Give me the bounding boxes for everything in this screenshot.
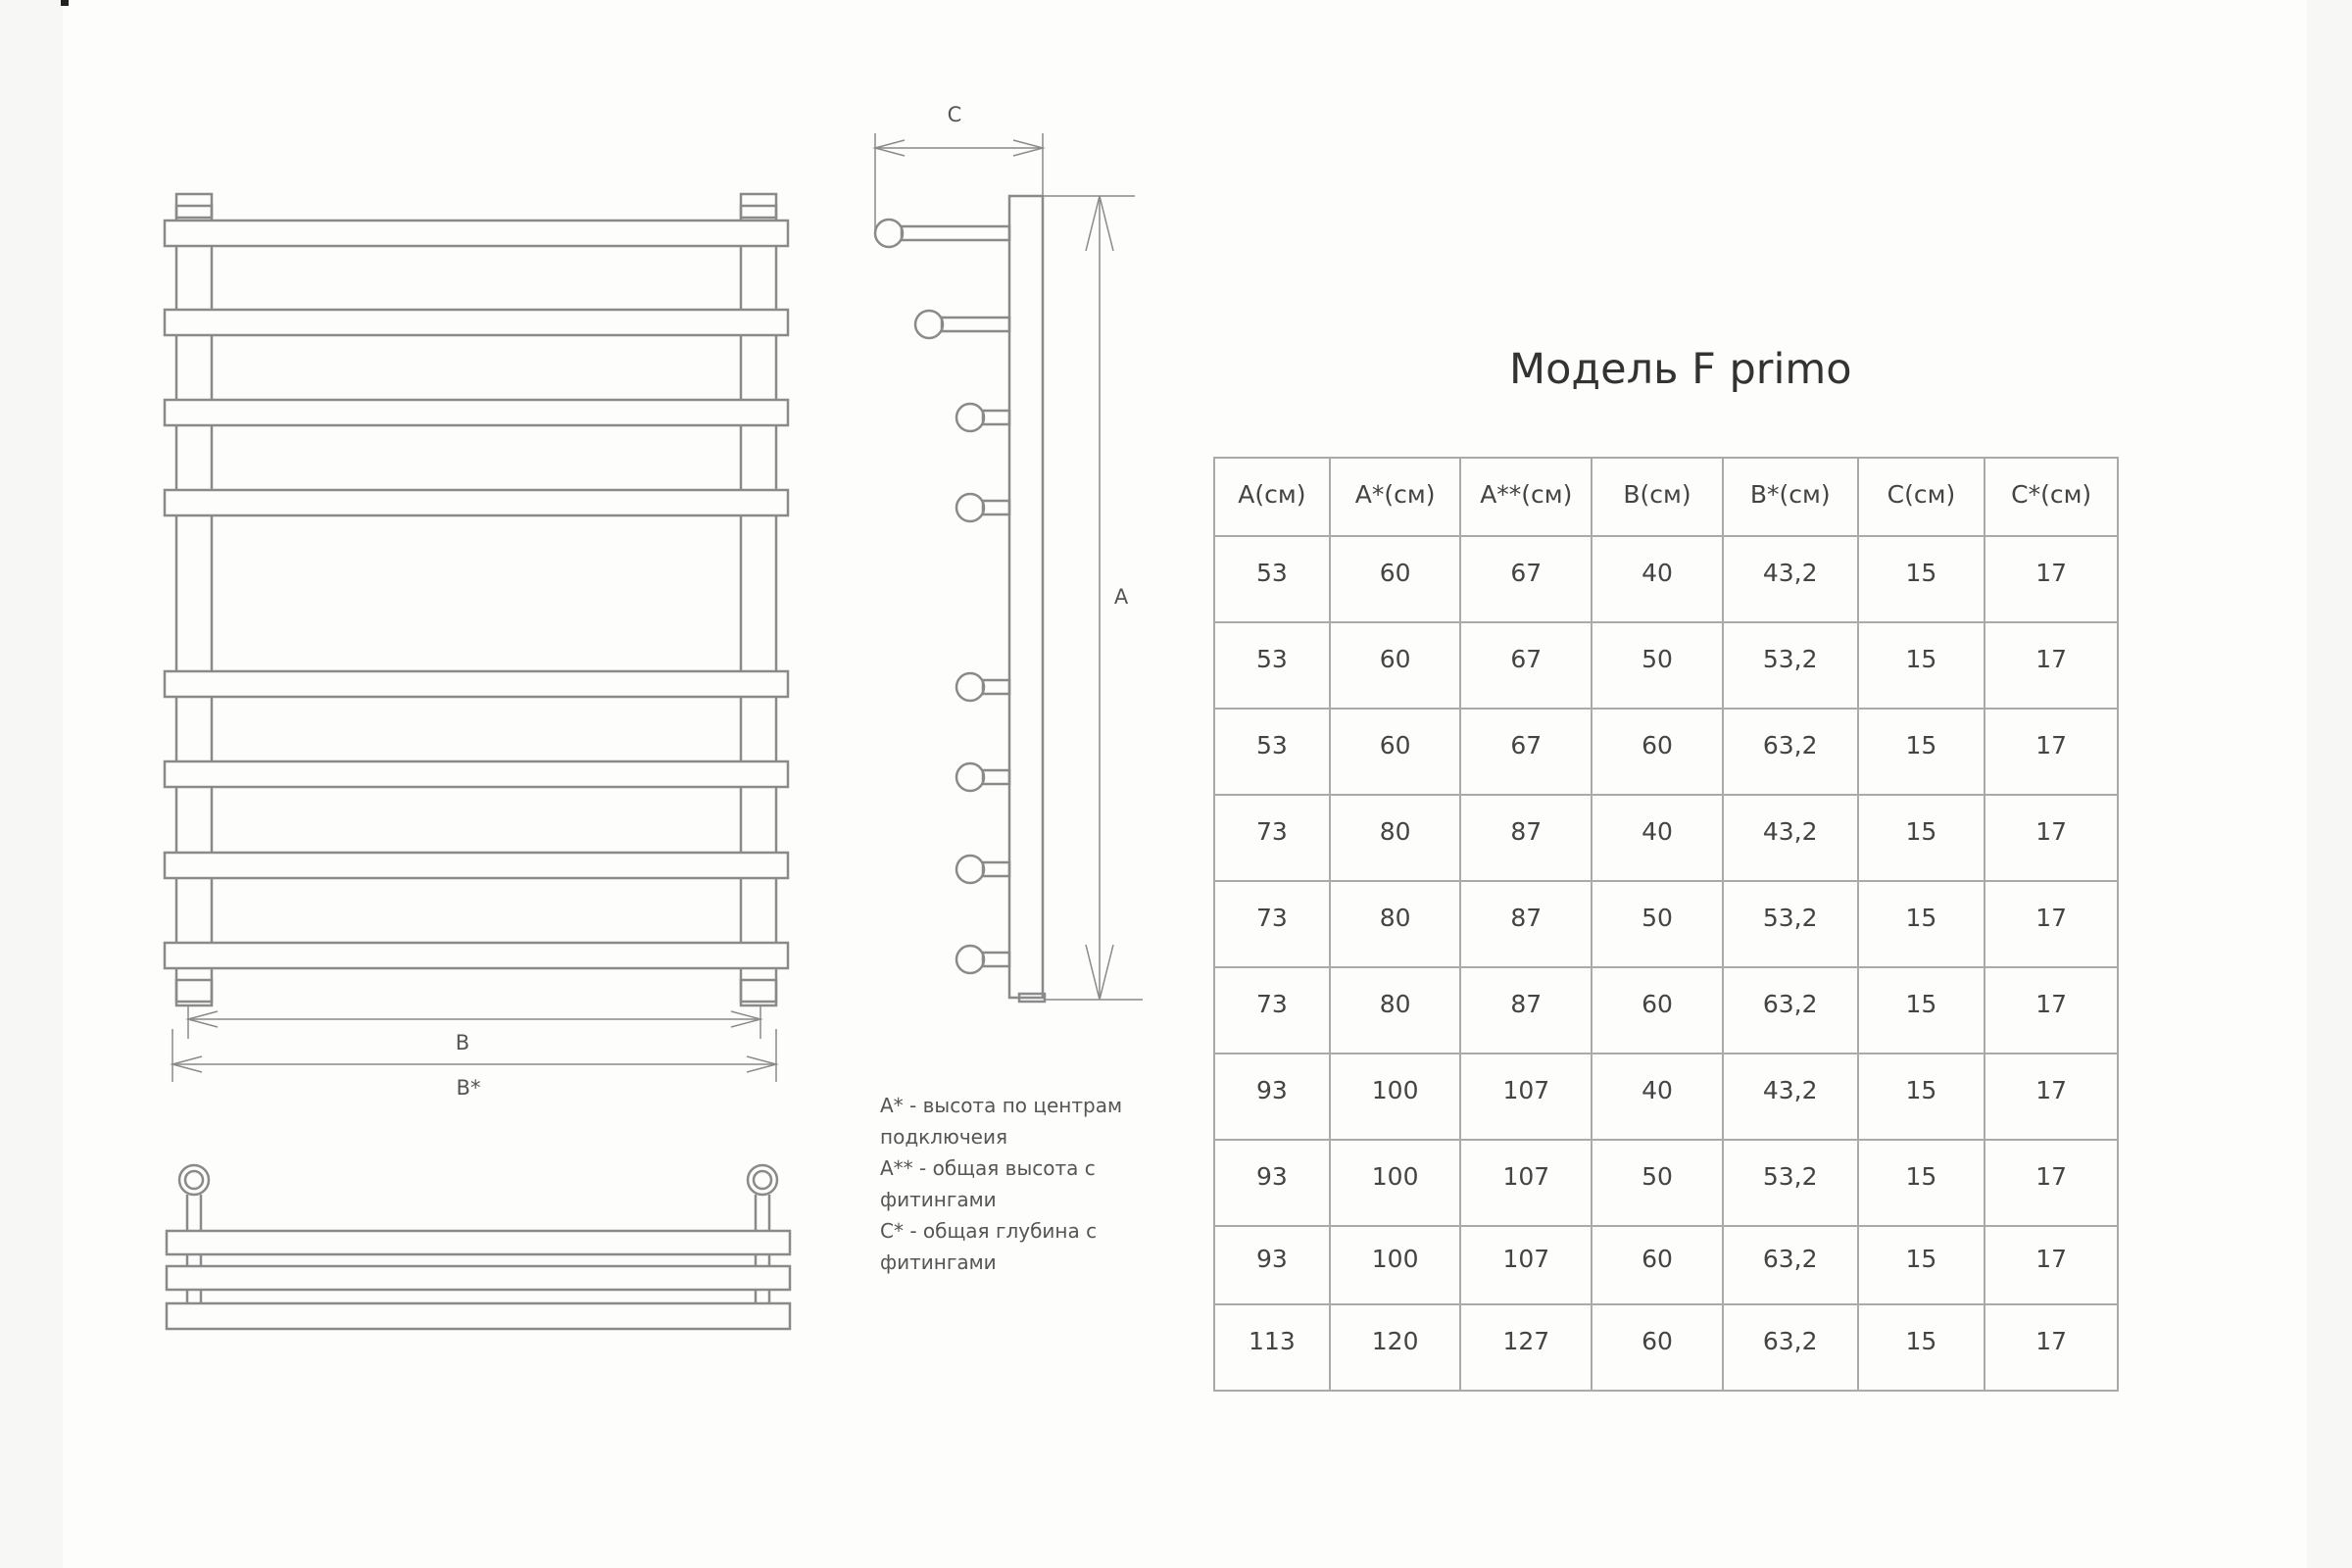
table-cell: 60: [1592, 1304, 1723, 1391]
table-cell: 100: [1330, 1054, 1461, 1140]
note-line: A* - высота по центрам: [880, 1094, 1123, 1117]
table-cell: 60: [1592, 709, 1723, 795]
top-view: [167, 1165, 790, 1329]
table-cell: 43,2: [1723, 536, 1858, 622]
table-cell: 73: [1214, 881, 1330, 967]
table-cell: 15: [1858, 881, 1985, 967]
table-cell: 113: [1214, 1304, 1330, 1391]
table-cell: 53: [1214, 536, 1330, 622]
table-cell: 17: [1984, 967, 2118, 1054]
table-row: [1214, 536, 2118, 622]
table-row: [1214, 1226, 2118, 1304]
front-bar: [165, 220, 788, 246]
table-cell: 50: [1592, 881, 1723, 967]
right-post-cap-bottom: [741, 980, 776, 1002]
note-line: фитингами: [880, 1188, 997, 1211]
front-bar: [165, 943, 788, 968]
table-cell: 40: [1592, 795, 1723, 881]
table-cell: 53,2: [1723, 622, 1858, 709]
header-b: B(см): [1592, 458, 1723, 536]
table-cell: 40: [1592, 536, 1723, 622]
table-cell: 87: [1460, 795, 1592, 881]
table-cell: 87: [1460, 967, 1592, 1054]
table-cell: 50: [1592, 622, 1723, 709]
dimensions-table: [1213, 457, 2119, 1392]
table-cell: 63,2: [1723, 709, 1858, 795]
header-c: C(см): [1858, 458, 1985, 536]
side-rung-7: [956, 856, 1009, 883]
header-b-star: B*(см): [1723, 458, 1858, 536]
header-c-star: C*(см): [1984, 458, 2118, 536]
table-cell: 63,2: [1723, 1226, 1858, 1304]
dimension-b: [188, 1005, 760, 1039]
table-cell: 15: [1858, 709, 1985, 795]
table-cell: 100: [1330, 1140, 1461, 1226]
table-cell: 93: [1214, 1140, 1330, 1226]
label-a: A: [1113, 585, 1129, 609]
table-cell: 107: [1460, 1140, 1592, 1226]
dimension-notes: [880, 1090, 1174, 1278]
table-cell: 17: [1984, 881, 2118, 967]
table-cell: 17: [1984, 622, 2118, 709]
table-cell: 127: [1460, 1304, 1592, 1391]
table-cell: 43,2: [1723, 795, 1858, 881]
side-rung-8: [956, 946, 1009, 973]
table-cell: 17: [1984, 795, 2118, 881]
table-cell: 15: [1858, 1304, 1985, 1391]
header-a: A(см): [1214, 458, 1330, 536]
table-cell: 80: [1330, 881, 1461, 967]
table-cell: 60: [1330, 536, 1461, 622]
table-cell: 15: [1858, 795, 1985, 881]
table-cell: 17: [1984, 1054, 2118, 1140]
table-cell: 80: [1330, 795, 1461, 881]
left-post-cap-bottom: [176, 980, 212, 1002]
table-cell: 67: [1460, 536, 1592, 622]
table-cell: 15: [1858, 622, 1985, 709]
table-row: [1214, 622, 2118, 709]
side-rung-5: [956, 673, 1009, 701]
header-a-double-star: A**(см): [1460, 458, 1592, 536]
table-cell: 93: [1214, 1054, 1330, 1140]
table-cell: 53,2: [1723, 881, 1858, 967]
table-row: [1214, 881, 2118, 967]
note-line: A** - общая высота с: [880, 1156, 1096, 1180]
table-cell: 17: [1984, 536, 2118, 622]
front-view: [165, 194, 788, 1005]
table-cell: 60: [1330, 709, 1461, 795]
side-rung-2: [915, 311, 1009, 338]
model-title: Модель F primo: [1509, 345, 1852, 394]
table-cell: 15: [1858, 1226, 1985, 1304]
front-bar: [165, 671, 788, 697]
front-bar: [165, 310, 788, 335]
table-cell: 67: [1460, 622, 1592, 709]
dimension-c: [875, 133, 1043, 235]
table-cell: 15: [1858, 967, 1985, 1054]
table-cell: 100: [1330, 1226, 1461, 1304]
front-bar: [165, 853, 788, 878]
table-cell: 53: [1214, 709, 1330, 795]
table-cell: 15: [1858, 536, 1985, 622]
table-cell: 53: [1214, 622, 1330, 709]
table-row: [1214, 967, 2118, 1054]
note-line: подключеия: [880, 1125, 1007, 1149]
table-cell: 15: [1858, 1054, 1985, 1140]
table-cell: 73: [1214, 795, 1330, 881]
table-cell: 17: [1984, 1226, 2118, 1304]
table-cell: 93: [1214, 1226, 1330, 1304]
table-cell: 60: [1592, 1226, 1723, 1304]
note-line: фитингами: [880, 1250, 997, 1274]
side-rung-3: [956, 404, 1009, 431]
table-cell: 15: [1858, 1140, 1985, 1226]
side-rung-1: [875, 220, 1009, 247]
side-rung-4: [956, 494, 1009, 521]
table-cell: 60: [1592, 967, 1723, 1054]
label-b-star: B*: [456, 1076, 481, 1100]
header-a-star: A*(см): [1330, 458, 1461, 536]
side-rung-6: [956, 763, 1009, 791]
table-cell: 40: [1592, 1054, 1723, 1140]
table-row: [1214, 795, 2118, 881]
table-row: [1214, 1054, 2118, 1140]
table-cell: 43,2: [1723, 1054, 1858, 1140]
table-header-row: [1214, 458, 2118, 536]
table-cell: 107: [1460, 1226, 1592, 1304]
table-cell: 60: [1330, 622, 1461, 709]
table-cell: 53,2: [1723, 1140, 1858, 1226]
table-cell: 87: [1460, 881, 1592, 967]
table-row: [1214, 1140, 2118, 1226]
table-cell: 17: [1984, 709, 2118, 795]
table-cell: 107: [1460, 1054, 1592, 1140]
label-c: C: [947, 103, 962, 126]
side-post: [1009, 196, 1043, 998]
table-row: [1214, 1304, 2118, 1391]
table-cell: 73: [1214, 967, 1330, 1054]
front-bar: [165, 761, 788, 787]
table-cell: 63,2: [1723, 967, 1858, 1054]
front-bar: [165, 400, 788, 425]
label-b: B: [455, 1031, 470, 1054]
table-cell: 17: [1984, 1304, 2118, 1391]
table-cell: 67: [1460, 709, 1592, 795]
dimension-b-star: [172, 1029, 776, 1082]
table-cell: 63,2: [1723, 1304, 1858, 1391]
table-cell: 120: [1330, 1304, 1461, 1391]
note-line: C* - общая глубина с: [880, 1219, 1098, 1243]
table-cell: 17: [1984, 1140, 2118, 1226]
table-row: [1214, 709, 2118, 795]
table-cell: 80: [1330, 967, 1461, 1054]
front-bar: [165, 490, 788, 515]
table-cell: 50: [1592, 1140, 1723, 1226]
table-body: [1214, 536, 2118, 1391]
side-view: [875, 196, 1045, 1002]
